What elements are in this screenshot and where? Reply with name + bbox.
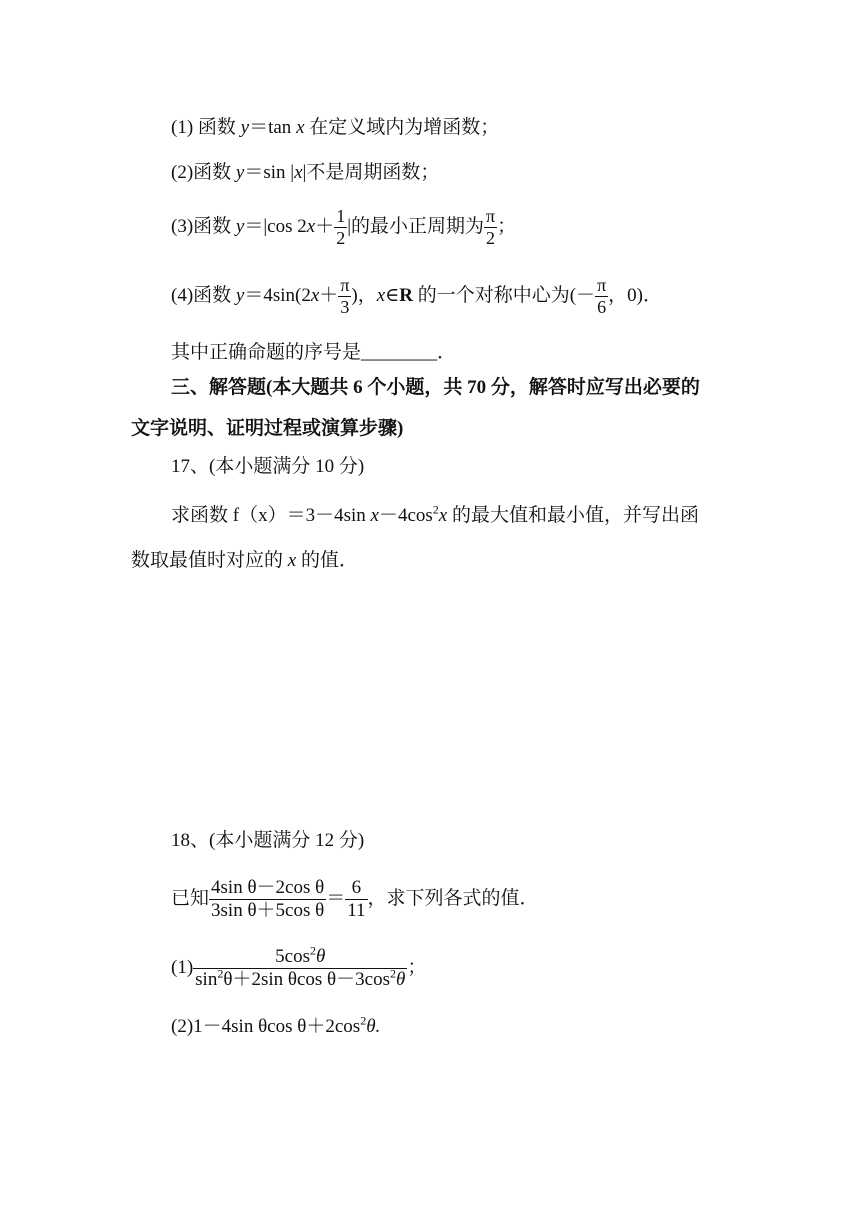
var-x: x [294,162,303,183]
var-x: x [287,550,297,571]
fraction-pi-half [484,206,497,248]
text: ＋ [315,216,335,237]
text: )， [351,285,377,306]
text: sin [195,969,218,991]
given-fraction [209,877,326,922]
text: ∈ [385,285,400,306]
answer-prompt: 其中正确命题的序号是________． [171,342,457,363]
text: ＝ [326,888,346,909]
fraction-numerator: π [597,275,607,296]
text: ＝tan [249,117,297,138]
statement-1 [171,114,499,142]
superscript: 2 [217,966,224,981]
fraction-numerator [273,943,327,968]
superscript: 2 [432,502,439,517]
fraction-denominator: 3 [340,297,350,318]
text: (1) [171,957,194,978]
fraction-numerator: π [340,275,350,296]
q17-line2 [131,547,358,575]
fraction-denominator: 11 [347,900,366,922]
var-theta: θ [395,969,406,991]
text: ＝|cos 2 [244,216,307,237]
fraction-numerator: 6 [351,877,362,899]
text: 的最大值和最小值，并写出函 [447,505,699,526]
text: ＝4sin(2 [244,285,311,306]
text: (2)函数 [171,162,236,183]
var-y: y [235,285,245,306]
text: 数取最值时对应的 [131,550,288,571]
var-y: y [240,117,250,138]
fraction-denominator: 3sin θ＋5cos θ [211,900,325,922]
text: ＋ [319,285,339,306]
text: ，0)． [608,285,662,306]
text: 在定义域内为增函数； [304,117,500,138]
text: 的一个对称中心为(－ [412,285,596,306]
statement-3 [171,204,516,250]
statement-2 [171,159,439,187]
fraction-denominator [193,968,407,991]
fraction-denominator: 2 [486,228,496,249]
var-y: y [235,162,245,183]
text: (3)函数 [171,216,236,237]
set-r: R [399,285,413,306]
fraction-numerator: 4sin θ－2cos θ [211,877,325,899]
text: (1) 函数 [171,117,241,138]
q17-header: 17、(本小题满分 10 分) [171,456,365,477]
fraction-pi-third [338,275,351,317]
ratio-fraction [345,877,367,922]
text: ； [407,957,427,978]
text: －4cos [378,505,433,526]
text: ，求下列各式的值． [367,888,539,909]
text: (4)函数 [171,285,236,306]
text: 求函数 f（x）＝3－4sin [171,505,371,526]
var-x: x [306,216,316,237]
text: 5cos [275,946,310,968]
fraction-denominator: 2 [336,228,346,249]
q18-part2 [171,1013,380,1041]
q18-part1 [171,943,426,993]
var-theta: θ [315,946,326,968]
var-x: x [438,505,448,526]
superscript: 2 [309,943,316,958]
text: |的最小正周期为 [347,216,484,237]
var-x: x [310,285,320,306]
text: (2)1－4sin θcos θ＋2cos [171,1016,361,1037]
text: θ＋2sin θcos θ－3cos [223,969,390,991]
superscript: 2 [389,966,396,981]
text: ； [497,216,517,237]
fraction-pi-sixth [595,275,608,317]
var-x: x [376,285,386,306]
q17-line1 [171,502,699,530]
fraction-numerator: π [486,206,496,227]
statement-4 [171,273,662,319]
var-x: x [296,117,305,138]
q18-given [171,874,539,924]
text: |不是周期函数； [302,162,440,183]
section-heading-line1: 三、解答题(本大题共 6 个小题，共 70 分，解答时应写出必要的 [171,377,700,398]
text: 已知 [171,888,210,909]
fraction-one-half [334,206,347,248]
fraction-denominator: 6 [597,297,607,318]
part1-fraction [193,943,407,991]
fraction-numerator: 1 [336,206,346,227]
section-heading-line2: 文字说明、证明过程或演算步骤) [131,418,404,439]
superscript: 2 [360,1013,367,1028]
q18-header: 18、(本小题满分 12 分) [171,830,365,851]
text: 的值． [296,550,358,571]
var-x: x [370,505,379,526]
var-y: y [235,216,245,237]
var-theta: θ. [366,1016,381,1037]
text: ＝sin | [244,162,295,183]
